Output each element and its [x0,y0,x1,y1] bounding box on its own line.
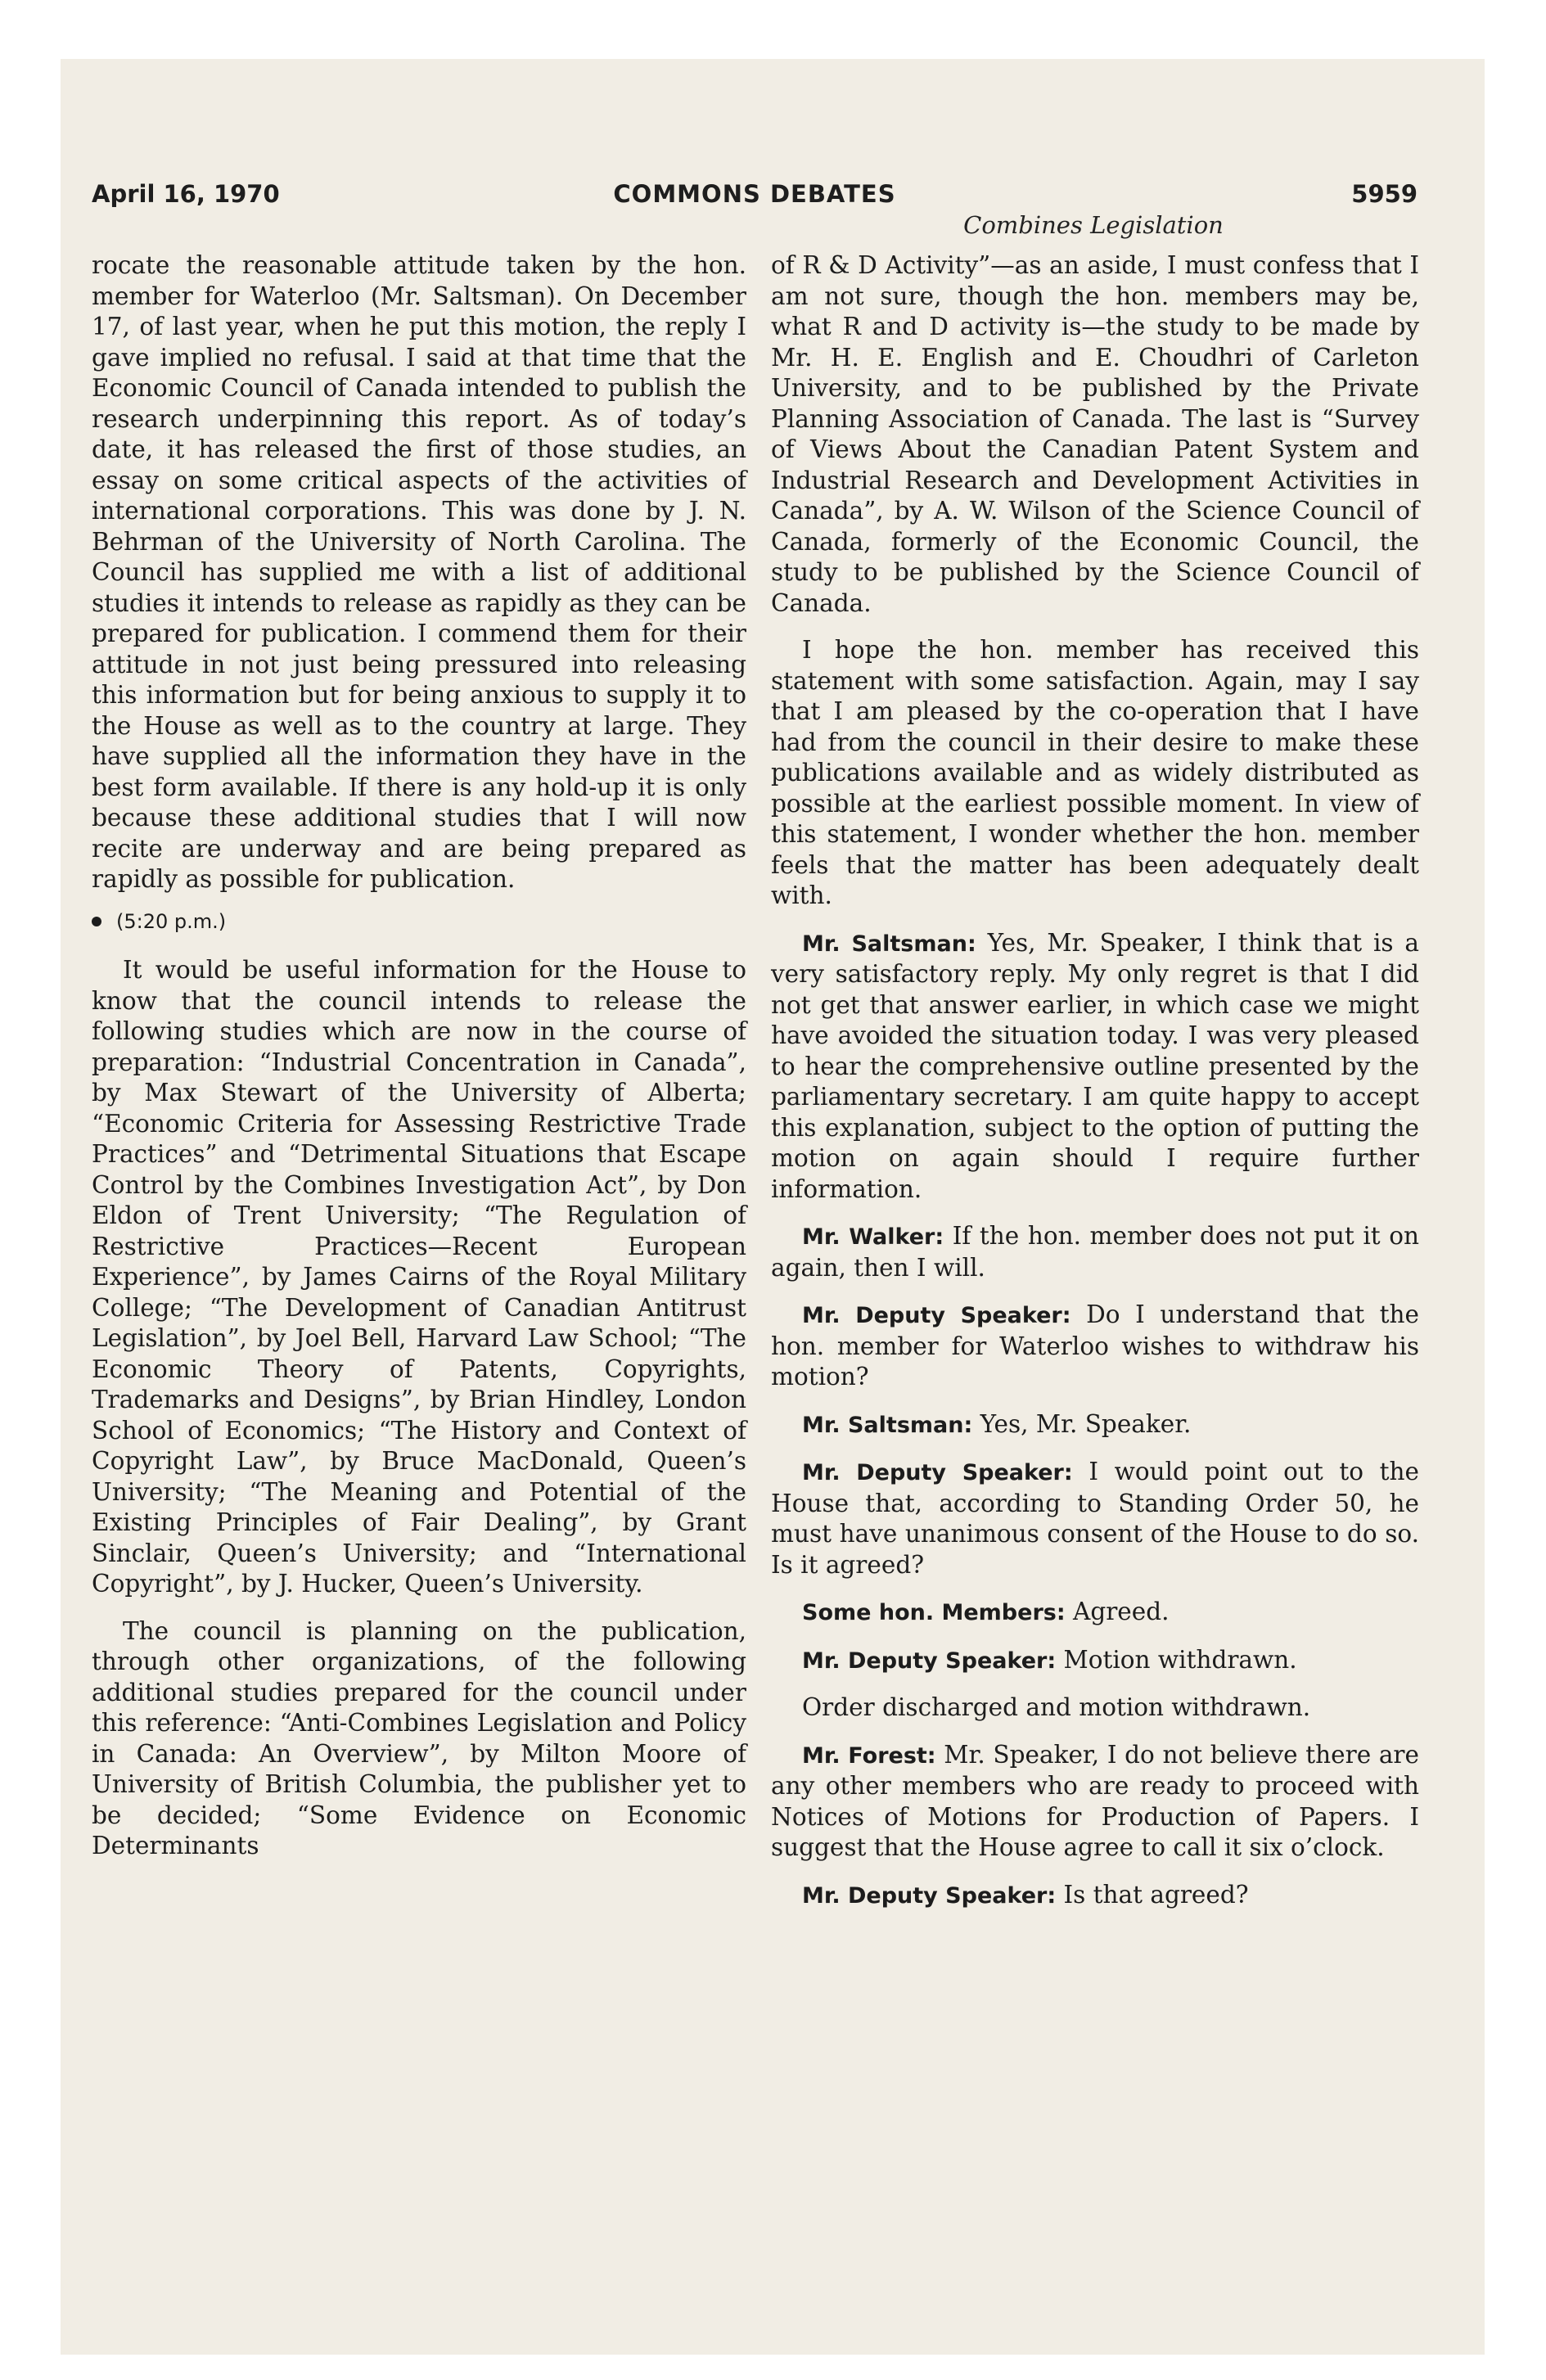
speech [771,1457,1419,1580]
speech [771,1221,1419,1283]
header-date: April 16, 1970 [92,180,280,208]
speaker-name: Mr. Walker: [802,1224,944,1250]
speaker-name: Mr. Deputy Speaker: [802,1648,1057,1674]
order-note: Order discharged and motion withdrawn. [802,1693,1311,1721]
speaker-name: Mr. Saltsman: [802,1412,973,1438]
paragraph: The council is planning on the publication, through other organizations, of the following additional studies prepared for the council under this reference: “Anti-Combines Legislation and Policy in Canada: An Overview”, by Milton Moore of University of British Columbia, the publisher yet to be decided; “Some Evidence on Economic Determinants [92,1616,746,1859]
header-title: COMMONS DEBATES [613,180,896,208]
speaker-name: Mr. Deputy Speaker: [802,1882,1057,1909]
speech-text: Agreed. [1065,1598,1170,1625]
speech [771,1300,1419,1393]
bullet-icon [92,917,101,926]
speech-text: Yes, Mr. Speaker. [972,1409,1192,1438]
timestamp-text: (5:20 p.m.) [116,909,227,933]
speech [771,1880,1419,1912]
left-column [92,250,746,1862]
speaker-name: Mr. Deputy Speaker: [802,1303,1071,1328]
speech-text: Do I understand that the hon. member for Waterloo wishes to withdraw his motion? [771,1300,1419,1391]
section-title: Combines Legislation [963,211,1224,239]
paragraph: I hope the hon. member has received this statement with some satisfaction. Again, may I say that I am pleased by the co-operation that I have had from the council in their desire to make these publications available and as widely distributed as possible at the earliest possible moment. In view of this statement, I wonder whether the hon. member feels that the matter has been adequately dealt with. [771,636,1419,909]
speech-text: Is that agreed? [1056,1880,1249,1909]
speech [771,928,1419,1206]
speaker-name: Mr. Deputy Speaker: [802,1460,1073,1485]
speech [771,1645,1419,1677]
speaker-name: Mr. Saltsman: [802,931,976,957]
speaker-name: Some hon. Members: [802,1600,1066,1625]
timestamp [92,907,746,938]
speech [771,1740,1419,1864]
speech [771,1409,1419,1441]
speech-text: Yes, Mr. Speaker, I think that is a very satisfactory reply. My only regret is that I did not get that answer earlier, in which case we might have avoided the situation today. I was very pleased to hear the comprehensive outline presented by the parliamentary secretary. I am quite happy to accept this explanation, subject to the option of putting the motion on again should I require further information. [771,928,1419,1203]
right-column [771,250,1419,1911]
page-number: 5959 [1351,180,1418,208]
paragraph: rocate the reasonable attitude taken by the hon. member for Waterloo (Mr. Saltsman). On December 17, of last year, when he put this motion, the reply I gave implied no refusal. I said at that time that the Economic Council of Canada intended to publish the research underpinning this report. As of today’s date, it has released the first of those studies, an essay on some critical aspects of the activities of international corporations. This was done by J. N. Behrman of the University of North Carolina. The Council has supplied me with a list of additional studies it intends to release as rapidly as they can be prepared for publication. I commend them for their attitude in not just being pressured into releasing this information but for being anxious to supply it to the House as well as to the country at large. They have supplied all the information they have in the best form available. If there is any hold-up it is only because these additional studies that I will now recite are underway and are being prepared as rapidly as possible for publication. [92,251,746,893]
speech [771,1597,1419,1629]
paragraph: It would be useful information for the House to know that the council intends to release the following studies which are now in the course of preparation: “Industrial Concentration in Canada”, by Max Stewart of the University of Alberta; “Economic Criteria for Assessing Restrictive Trade Practices” and “Detrimental Situations that Escape Control by the Combines Investigation Act”, by Don Eldon of Trent University; “The Regulation of Restrictive Practices—Recent European Experience”, by James Cairns of the Royal Military College; “The Development of Canadian Antitrust Legislation”, by Joel Bell, Harvard Law School; “The Economic Theory of Patents, Copyrights, Trademarks and Designs”, by Brian Hindley, London School of Economics; “The History and Context of Copyright Law”, by Bruce MacDonald, Queen’s University; “The Meaning and Potential of the Existing Principles of Fair Dealing”, by Grant Sinclair, Queen’s University; and “International Copyright”, by J. Hucker, Queen’s University. [92,956,746,1598]
speech-text: Mr. Speaker, I do not believe there are any other members who are ready to proceed with Notices of Motions for Production of Papers. I suggest that the House agree to call it six o’clock. [771,1740,1419,1861]
speaker-name: Mr. Forest: [802,1742,936,1769]
speech-text: I would point out to the House that, according to Standing Order 50, he must have unanimous consent of the House to do so. Is it agreed? [771,1458,1419,1579]
speech-text: Motion withdrawn. [1056,1645,1297,1674]
paragraph: of R & D Activity”—as an aside, I must confess that I am not sure, though the hon. members may be, what R and D activity is—the study to be made by Mr. H. E. English and E. Choudhri of Carleton University, and to be published by the Private Planning Association of Canada. The last is “Survey of Views About the Canadian Patent System and Industrial Research and Development Activities in Canada”, by A. W. Wilson of the Science Council of Canada, formerly of the Economic Council, the study to be published by the Science Council of Canada. [771,251,1419,617]
speech-text: If the hon. member does not put it on again, then I will. [771,1222,1419,1282]
